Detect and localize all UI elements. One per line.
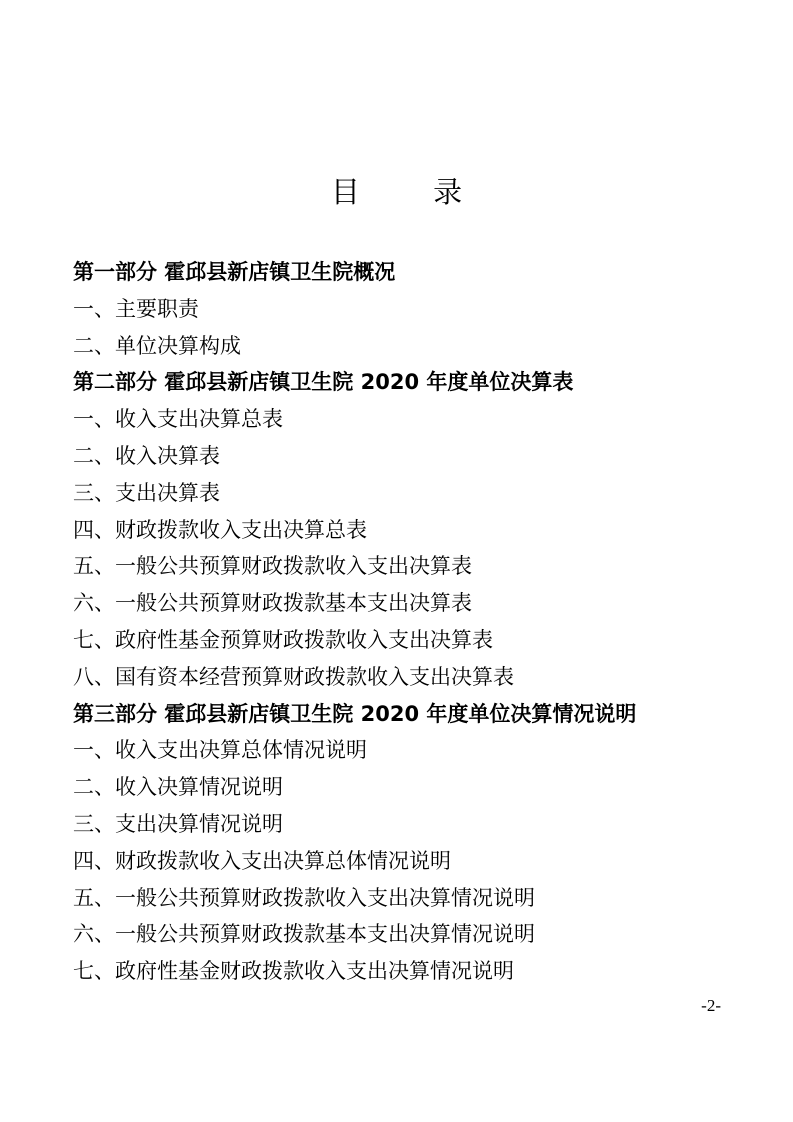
toc-item: 一、收入支出决算总体情况说明	[73, 738, 367, 763]
toc-part-1: 第一部分 霍邱县新店镇卫生院概况	[73, 260, 396, 284]
toc-item: 二、收入决算情况说明	[73, 775, 283, 800]
toc-part-3: 第三部分 霍邱县新店镇卫生院 2020 年度单位决算情况说明	[73, 701, 637, 726]
toc-item: 四、财政拨款收入支出决算总体情况说明	[73, 848, 451, 873]
toc-item: 三、支出决算情况说明	[73, 811, 283, 836]
page-title: 目 录	[330, 175, 495, 209]
toc-item: 三、支出决算表	[73, 480, 220, 505]
toc-part-2: 第二部分 霍邱县新店镇卫生院 2020 年度单位决算表	[73, 370, 574, 395]
toc-item: 七、政府性基金财政拨款收入支出决算情况说明	[73, 959, 514, 984]
toc-item: 五、一般公共预算财政拨款收入支出决算表	[73, 554, 472, 579]
toc-item: 二、单位决算构成	[73, 333, 241, 358]
toc-item: 八、国有资本经营预算财政拨款收入支出决算表	[73, 664, 514, 689]
page-number: -2-	[701, 996, 721, 1015]
toc-item: 六、一般公共预算财政拨款基本支出决算表	[73, 591, 472, 616]
toc-item: 二、收入决算表	[73, 443, 220, 468]
table-of-contents	[73, 254, 763, 990]
toc-item: 六、一般公共预算财政拨款基本支出决算情况说明	[73, 922, 535, 947]
toc-item: 一、收入支出决算总表	[73, 407, 283, 432]
toc-item: 七、政府性基金预算财政拨款收入支出决算表	[73, 627, 493, 652]
toc-item: 五、一般公共预算财政拨款收入支出决算情况说明	[73, 885, 535, 910]
toc-item: 四、财政拨款收入支出决算总表	[73, 517, 367, 542]
toc-item: 一、主要职责	[73, 296, 199, 321]
